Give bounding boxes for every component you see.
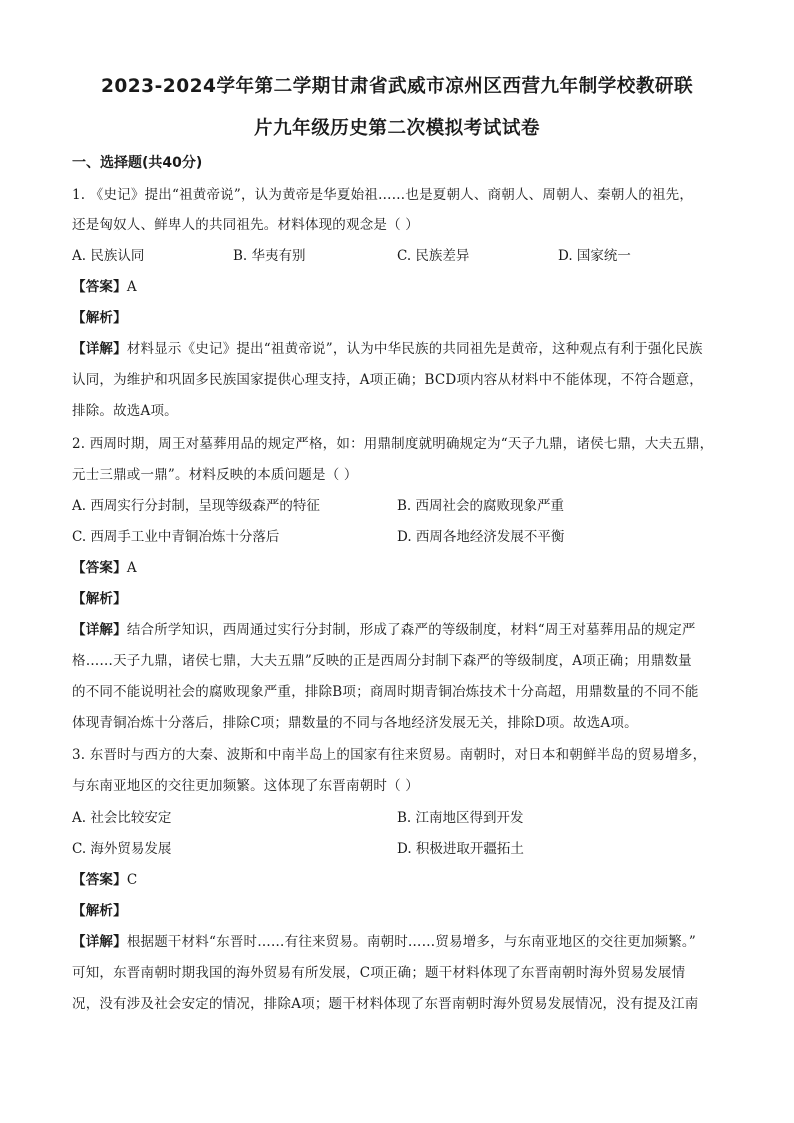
q3-option-c: C. 海外贸易发展 [72,841,172,857]
q3-detail-line-3: 况，没有涉及社会安定的情况，排除A项；题干材料体现了东晋南朝时海外贸易发展情况，没有提及江南 [72,996,699,1012]
detail-tag: 【详解】 [72,622,127,638]
document-title-line-2: 片九年级历史第二次模拟考试试卷 [254,118,540,139]
answer-tag: 【答案】 [72,560,127,576]
q1-option-c: C. 民族差异 [397,248,470,264]
q3-detail-line-1 [72,930,696,950]
q1-detail-line-1 [72,337,703,357]
answer-tag: 【答案】 [72,872,127,888]
answer-value: A [126,560,137,576]
q2-detail-line-1 [72,618,696,638]
q3-answer [72,868,137,888]
detail-tag: 【详解】 [72,341,127,357]
q2-detail-line-3: 的不同不能说明社会的腐败现象严重，排除B项；商周时期青铜冶炼技术十分高超，用鼎数量的不同不能 [72,684,699,700]
q2-detail-line-2: 格……天子九鼎，诸侯七鼎，大夫五鼎”反映的正是西周分封制下森严的等级制度，A项正确；用鼎数量 [72,653,692,669]
document-title-line-1: 2023-2024学年第二学期甘肃省武威市凉州区西营九年制学校教研联 [100,76,694,97]
q1-analysis-tag: 【解析】 [72,310,127,326]
detail-text: 材料显示《史记》提出“祖黄帝说”，认为中华民族的共同祖先是黄帝，这种观点有利于强化民族 [126,341,703,357]
q2-option-a: A. 西周实行分封制，呈现等级森严的特征 [72,498,320,514]
detail-tag: 【详解】 [72,934,127,950]
q2-stem-line-2: 元士三鼎或一鼎”。材料反映的本质问题是（ ） [72,467,358,483]
q3-detail-line-2: 可知，东晋南朝时期我国的海外贸易有所发展，C项正确；题干材料体现了东晋南朝时海外贸易发展情 [72,965,686,981]
section-heading: 一、选择题(共40分) [72,155,203,171]
q1-option-a: A. 民族认同 [72,248,145,264]
q1-option-b: B. 华夷有别 [233,248,306,264]
q3-stem-line-2: 与东南亚地区的交往更加频繁。这体现了东晋南朝时（ ） [72,778,419,794]
q3-option-b: B. 江南地区得到开发 [397,810,524,826]
q1-option-d: D. 国家统一 [558,248,631,264]
q2-option-d: D. 西周各地经济发展不平衡 [397,529,565,545]
q1-stem-line-1: 1. 《史记》提出“祖黄帝说”，认为黄帝是华夏始祖……也是夏朝人、商朝人、周朝人、秦朝人的祖先， [72,187,694,203]
q3-option-d: D. 积极进取开疆拓土 [397,841,524,857]
q2-analysis-tag: 【解析】 [72,591,127,607]
q2-stem-line-1: 2. 西周时期，周王对墓葬用品的规定严格，如：用鼎制度就明确规定为“天子九鼎，诸侯七鼎，大夫五鼎， [72,436,714,452]
q1-detail-line-3: 排除。故选A项。 [72,403,178,419]
answer-value: C [126,872,138,888]
q1-stem-line-2: 还是匈奴人、鲜卑人的共同祖先。材料体现的观念是（ ） [72,217,419,233]
q2-option-c: C. 西周手工业中青铜冶炼十分落后 [72,529,280,545]
detail-text: 结合所学知识，西周通过实行分封制，形成了森严的等级制度，材料“周王对墓葬用品的规定严 [126,622,696,638]
answer-value: A [126,279,137,295]
q2-detail-line-4: 体现青铜冶炼十分落后，排除C项；鼎数量的不同与各地经济发展无关，排除D项。故选A项。 [72,715,638,731]
answer-tag: 【答案】 [72,279,127,295]
q3-stem-line-1: 3. 东晋时与西方的大秦、波斯和中南半岛上的国家有往来贸易。南朝时，对日本和朝鲜半岛的贸易增多， [72,747,707,763]
detail-text: 根据题干材料“东晋时……有往来贸易。南朝时……贸易增多，与东南亚地区的交往更加频繁。” [126,934,696,950]
q3-analysis-tag: 【解析】 [72,903,127,919]
q3-option-a: A. 社会比较安定 [72,810,172,826]
q2-option-b: B. 西周社会的腐败现象严重 [397,498,565,514]
q1-detail-line-2: 认同，为维护和巩固多民族国家提供心理支持，A项正确；BCD项内容从材料中不能体现，不符合题意， [72,372,703,388]
q2-answer [72,556,137,576]
q1-answer [72,275,137,295]
